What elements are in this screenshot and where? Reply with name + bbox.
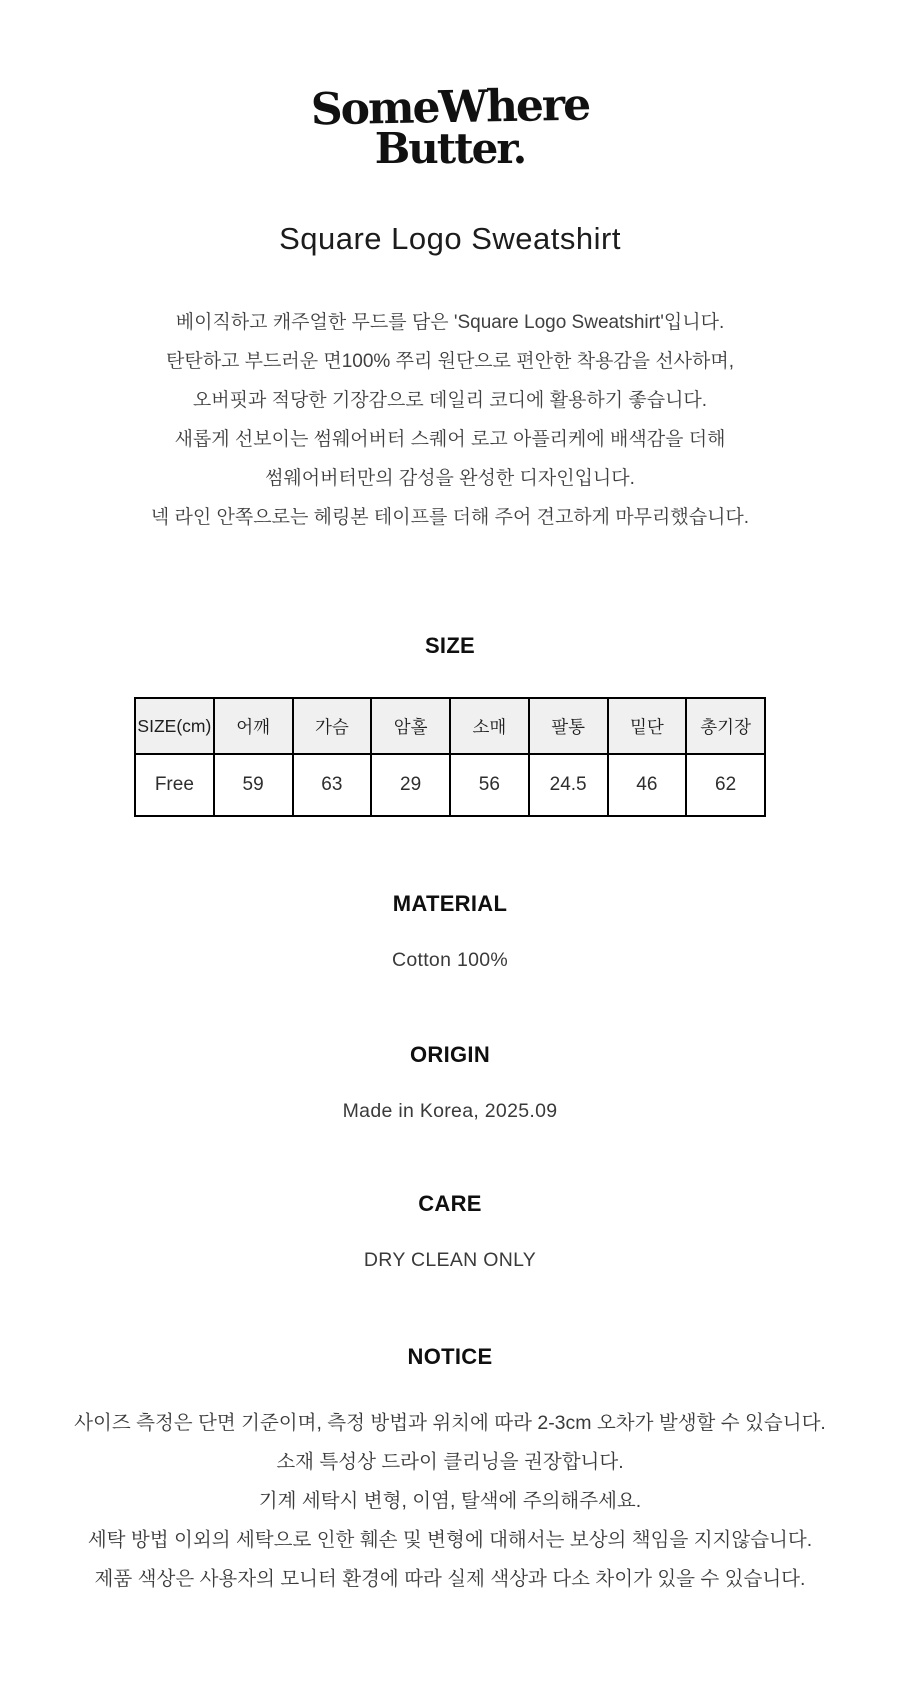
size-table-cell-hem: 46 xyxy=(608,754,687,816)
description-line: 베이직하고 캐주얼한 무드를 담은 'Square Logo Sweatshirt'입니다. xyxy=(175,312,725,334)
size-section-heading: SIZE xyxy=(424,633,476,659)
size-table-header-row xyxy=(135,698,765,754)
size-table-header-armhole: 암홀 xyxy=(371,698,450,754)
size-table-cell-shoulder: 59 xyxy=(214,754,293,816)
size-table-cell-arm-width: 24.5 xyxy=(529,754,608,816)
size-table-header-sleeve: 소매 xyxy=(450,698,529,754)
bottom-spacer xyxy=(0,1599,900,1699)
brand-logo-line2: Butter. xyxy=(374,124,526,174)
size-table-cell-armhole: 29 xyxy=(371,754,450,816)
material-value: Cotton 100% xyxy=(391,949,509,972)
notice-text xyxy=(0,1404,900,1599)
description-line: 오버핏과 적당한 기장감으로 데일리 코디에 활용하기 좋습니다. xyxy=(192,390,708,412)
description-line: 썸웨어버터만의 감성을 완성한 디자인입니다. xyxy=(265,468,635,490)
size-table-header-size: SIZE(cm) xyxy=(135,698,214,754)
care-section-heading: CARE xyxy=(418,1191,482,1217)
origin-section-heading: ORIGIN xyxy=(409,1042,491,1068)
brand-logo xyxy=(0,79,900,174)
size-table-header-total-length: 총기장 xyxy=(686,698,765,754)
size-table-cell-sleeve: 56 xyxy=(450,754,529,816)
product-title: Square Logo Sweatshirt xyxy=(279,221,621,257)
size-table-header-chest: 가슴 xyxy=(293,698,372,754)
origin-value: Made in Korea, 2025.09 xyxy=(342,1100,558,1123)
size-table-cell-total-length: 62 xyxy=(686,754,765,816)
size-table-header-hem: 밑단 xyxy=(608,698,687,754)
size-table-header-arm-width: 팔통 xyxy=(529,698,608,754)
material-section-heading: MATERIAL xyxy=(392,891,508,917)
notice-section-heading: NOTICE xyxy=(407,1344,493,1370)
product-description xyxy=(0,303,900,537)
care-value: DRY CLEAN ONLY xyxy=(363,1249,537,1272)
brand-logo-line1: SomeWhere xyxy=(310,79,590,136)
size-table xyxy=(134,697,766,817)
size-table-row xyxy=(135,754,765,816)
description-line: 새롭게 선보이는 썸웨어버터 스퀘어 로고 아플리케에 배색감을 더해 xyxy=(174,429,726,451)
size-table-cell-size: Free xyxy=(135,754,214,816)
description-line: 넥 라인 안쪽으로는 헤링본 테이프를 더해 주어 견고하게 마무리했습니다. xyxy=(150,507,750,529)
description-line: 탄탄하고 부드러운 면100% 쭈리 원단으로 편안한 착용감을 선사하며, xyxy=(165,351,735,373)
notice-line: 제품 색상은 사용자의 모니터 환경에 따라 실제 색상과 다소 차이가 있을 수 있습니다. xyxy=(94,1568,806,1591)
notice-line: 기계 세탁시 변형, 이염, 탈색에 주의해주세요. xyxy=(258,1490,642,1513)
size-table-cell-chest: 63 xyxy=(293,754,372,816)
notice-line: 소재 특성상 드라이 클리닝을 권장합니다. xyxy=(276,1451,624,1474)
notice-line: 사이즈 측정은 단면 기준이며, 측정 방법과 위치에 따라 2-3cm 오차가 발생할 수 있습니다. xyxy=(74,1412,826,1435)
size-table-header-shoulder: 어깨 xyxy=(214,698,293,754)
notice-line: 세탁 방법 이외의 세탁으로 인한 훼손 및 변형에 대해서는 보상의 책임을 지지않습니다. xyxy=(87,1529,813,1552)
